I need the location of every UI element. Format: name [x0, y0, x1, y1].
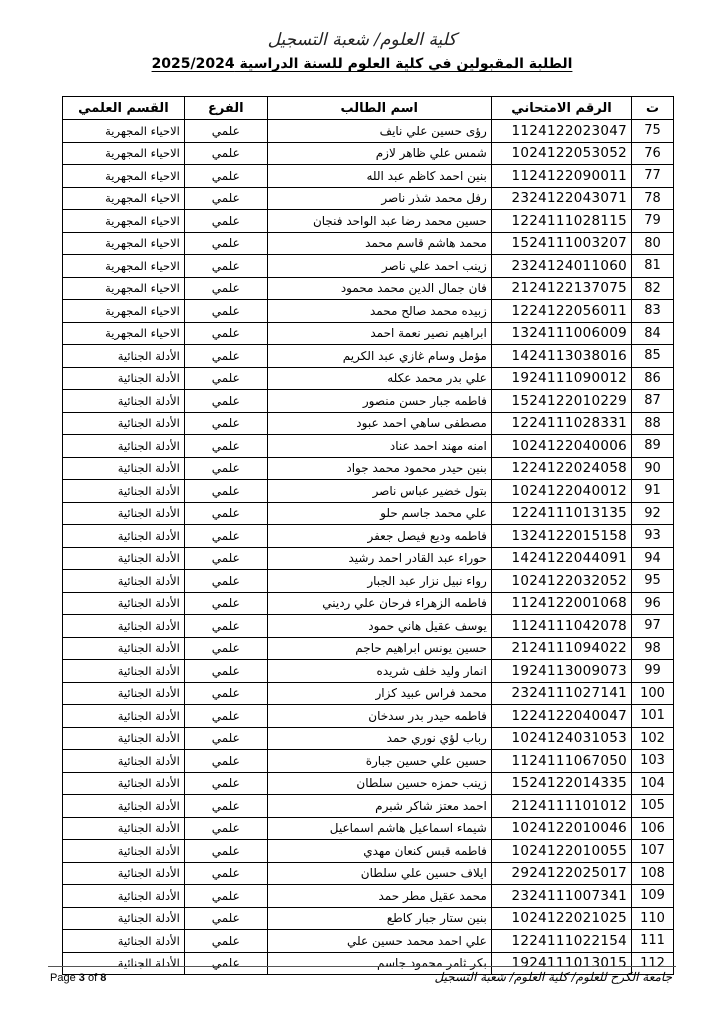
- cell-exam-number: 1224111022154: [491, 930, 631, 953]
- cell-number: 83: [632, 300, 674, 323]
- table-header-row: [63, 97, 674, 120]
- cell-exam-number: 1124122023047: [491, 120, 631, 143]
- cell-exam-number: 1924111013015: [491, 952, 631, 975]
- table-row: [63, 547, 674, 570]
- cell-exam-number: 1524122014335: [491, 772, 631, 795]
- cell-branch: علمي: [184, 255, 267, 278]
- cell-department: الأدلة الجنائية: [63, 727, 185, 750]
- column-header-exam-number: الرقم الامتحاني: [491, 97, 631, 120]
- cell-exam-number: 1024122040006: [491, 435, 631, 458]
- table-row: [63, 637, 674, 660]
- cell-exam-number: 1024122010046: [491, 817, 631, 840]
- cell-number: 110: [632, 907, 674, 930]
- cell-department: الأدلة الجنائية: [63, 817, 185, 840]
- cell-exam-number: 1224122024058: [491, 457, 631, 480]
- cell-branch: علمي: [184, 705, 267, 728]
- cell-department: الأدلة الجنائية: [63, 795, 185, 818]
- cell-department: الأدلة الجنائية: [63, 840, 185, 863]
- cell-department: الأدلة الجنائية: [63, 570, 185, 593]
- cell-department: الأدلة الجنائية: [63, 930, 185, 953]
- table-row: [63, 187, 674, 210]
- cell-student-name: احمد معتز شاكر شبرم: [267, 795, 491, 818]
- table-row: [63, 367, 674, 390]
- cell-student-name: فاطمه جبار حسن منصور: [267, 390, 491, 413]
- cell-branch: علمي: [184, 795, 267, 818]
- cell-department: الأدلة الجنائية: [63, 547, 185, 570]
- cell-department: الأدلة الجنائية: [63, 390, 185, 413]
- table-row: [63, 750, 674, 773]
- cell-department: الأدلة الجنائية: [63, 660, 185, 683]
- cell-exam-number: 1024122053052: [491, 142, 631, 165]
- cell-student-name: زينب احمد علي ناصر: [267, 255, 491, 278]
- cell-department: الأدلة الجنائية: [63, 750, 185, 773]
- cell-exam-number: 2924122025017: [491, 862, 631, 885]
- admitted-students-table: [62, 96, 674, 975]
- cell-student-name: حوراء عبد القادر احمد رشيد: [267, 547, 491, 570]
- table-row: [63, 390, 674, 413]
- cell-student-name: مصطفى ساهي احمد عبود: [267, 412, 491, 435]
- cell-number: 90: [632, 457, 674, 480]
- page-total: 8: [100, 972, 107, 984]
- cell-student-name: علي احمد محمد حسين علي: [267, 930, 491, 953]
- cell-branch: علمي: [184, 637, 267, 660]
- cell-branch: علمي: [184, 547, 267, 570]
- cell-number: 99: [632, 660, 674, 683]
- cell-branch: علمي: [184, 525, 267, 548]
- table-row: [63, 772, 674, 795]
- cell-department: الاحياء المجهرية: [63, 232, 185, 255]
- cell-student-name: بتول خضير عباس ناصر: [267, 480, 491, 503]
- table-row: [63, 277, 674, 300]
- cell-branch: علمي: [184, 817, 267, 840]
- cell-student-name: محمد هاشم قاسم محمد: [267, 232, 491, 255]
- cell-student-name: علي بدر محمد عكله: [267, 367, 491, 390]
- cell-student-name: شيماء اسماعيل هاشم اسماعيل: [267, 817, 491, 840]
- table-row: [63, 795, 674, 818]
- cell-student-name: محمد فراس عبيد كزار: [267, 682, 491, 705]
- cell-department: الأدلة الجنائية: [63, 705, 185, 728]
- cell-department: الأدلة الجنائية: [63, 480, 185, 503]
- cell-number: 82: [632, 277, 674, 300]
- cell-department: الأدلة الجنائية: [63, 862, 185, 885]
- cell-branch: علمي: [184, 367, 267, 390]
- cell-student-name: فاطمه وديع فيصل جعفر: [267, 525, 491, 548]
- cell-student-name: بنين احمد كاظم عبد الله: [267, 165, 491, 188]
- table-row: [63, 322, 674, 345]
- table-row: [63, 412, 674, 435]
- table-row: [63, 210, 674, 233]
- cell-number: 97: [632, 615, 674, 638]
- cell-exam-number: 1024122032052: [491, 570, 631, 593]
- cell-student-name: بكر ثامر محمود جاسم: [267, 952, 491, 975]
- cell-department: الأدلة الجنائية: [63, 367, 185, 390]
- cell-student-name: زبيده محمد صالح محمد: [267, 300, 491, 323]
- cell-number: 95: [632, 570, 674, 593]
- footer-institution: جامعة الكرخ للعلوم/ كلية العلوم/ شعبة التسجيل: [434, 970, 672, 984]
- table-row: [63, 727, 674, 750]
- cell-student-name: فاطمه حيدر بدر سدخان: [267, 705, 491, 728]
- cell-number: 106: [632, 817, 674, 840]
- cell-branch: علمي: [184, 862, 267, 885]
- cell-exam-number: 2124122137075: [491, 277, 631, 300]
- cell-number: 79: [632, 210, 674, 233]
- table-row: [63, 165, 674, 188]
- cell-number: 102: [632, 727, 674, 750]
- cell-number: 101: [632, 705, 674, 728]
- cell-number: 77: [632, 165, 674, 188]
- cell-exam-number: 1924113009073: [491, 660, 631, 683]
- cell-branch: علمي: [184, 300, 267, 323]
- cell-number: 81: [632, 255, 674, 278]
- table-row: [63, 615, 674, 638]
- cell-department: الاحياء المجهرية: [63, 120, 185, 143]
- cell-department: الاحياء المجهرية: [63, 142, 185, 165]
- cell-branch: علمي: [184, 457, 267, 480]
- cell-student-name: ابراهيم نصير نعمة احمد: [267, 322, 491, 345]
- cell-student-name: بنين حيدر محمود محمد جواد: [267, 457, 491, 480]
- cell-number: 107: [632, 840, 674, 863]
- cell-department: الأدلة الجنائية: [63, 412, 185, 435]
- cell-student-name: زينب حمزه حسين سلطان: [267, 772, 491, 795]
- cell-department: الاحياء المجهرية: [63, 300, 185, 323]
- cell-branch: علمي: [184, 210, 267, 233]
- cell-number: 100: [632, 682, 674, 705]
- footer-divider: [48, 966, 676, 967]
- cell-branch: علمي: [184, 682, 267, 705]
- cell-exam-number: 1424122044091: [491, 547, 631, 570]
- cell-department: الأدلة الجنائية: [63, 907, 185, 930]
- cell-department: الأدلة الجنائية: [63, 345, 185, 368]
- cell-branch: علمي: [184, 840, 267, 863]
- cell-number: 76: [632, 142, 674, 165]
- cell-exam-number: 2324111007341: [491, 885, 631, 908]
- cell-branch: علمي: [184, 750, 267, 773]
- cell-number: 86: [632, 367, 674, 390]
- cell-department: الأدلة الجنائية: [63, 615, 185, 638]
- cell-number: 75: [632, 120, 674, 143]
- cell-branch: علمي: [184, 120, 267, 143]
- cell-student-name: رباب لؤي نوري حمد: [267, 727, 491, 750]
- cell-number: 85: [632, 345, 674, 368]
- cell-exam-number: 1124122001068: [491, 592, 631, 615]
- page-of: of: [87, 972, 98, 984]
- cell-exam-number: 1424113038016: [491, 345, 631, 368]
- cell-branch: علمي: [184, 412, 267, 435]
- cell-student-name: حسين محمد رضا عبد الواحد فنجان: [267, 210, 491, 233]
- cell-exam-number: 1324122015158: [491, 525, 631, 548]
- table-row: [63, 660, 674, 683]
- column-header-student-name: اسم الطالب: [267, 97, 491, 120]
- cell-student-name: امنه مهند احمد عناد: [267, 435, 491, 458]
- cell-department: الأدلة الجنائية: [63, 952, 185, 975]
- cell-branch: علمي: [184, 907, 267, 930]
- table-row: [63, 862, 674, 885]
- cell-exam-number: 1124122090011: [491, 165, 631, 188]
- column-header-number: ت: [632, 97, 674, 120]
- cell-student-name: شمس علي ظاهر لازم: [267, 142, 491, 165]
- cell-number: 104: [632, 772, 674, 795]
- cell-student-name: رفل محمد شذر ناصر: [267, 187, 491, 210]
- cell-branch: علمي: [184, 660, 267, 683]
- cell-student-name: فاطمه الزهراء فرحان علي رديني: [267, 592, 491, 615]
- page-label: Page: [50, 972, 76, 984]
- table-row: [63, 705, 674, 728]
- cell-exam-number: 2324124011060: [491, 255, 631, 278]
- cell-number: 112: [632, 952, 674, 975]
- table-row: [63, 300, 674, 323]
- cell-branch: علمي: [184, 277, 267, 300]
- cell-number: 108: [632, 862, 674, 885]
- cell-exam-number: 1224111028115: [491, 210, 631, 233]
- table-row: [63, 592, 674, 615]
- column-header-branch: الفرع: [184, 97, 267, 120]
- table-row: [63, 907, 674, 930]
- cell-exam-number: 1024122040012: [491, 480, 631, 503]
- cell-exam-number: 1124111042078: [491, 615, 631, 638]
- cell-number: 89: [632, 435, 674, 458]
- cell-number: 96: [632, 592, 674, 615]
- cell-branch: علمي: [184, 345, 267, 368]
- cell-number: 84: [632, 322, 674, 345]
- page-title: الطلبة المقبولين في كلية العلوم للسنة الدراسية 2025/2024: [151, 56, 573, 72]
- table-row: [63, 120, 674, 143]
- cell-student-name: بنين ستار جبار كاطع: [267, 907, 491, 930]
- cell-branch: علمي: [184, 952, 267, 975]
- cell-department: الاحياء المجهرية: [63, 210, 185, 233]
- cell-department: الاحياء المجهرية: [63, 187, 185, 210]
- cell-department: الاحياء المجهرية: [63, 277, 185, 300]
- cell-exam-number: 1924111090012: [491, 367, 631, 390]
- cell-student-name: رواء نبيل نزار عبد الجبار: [267, 570, 491, 593]
- cell-number: 103: [632, 750, 674, 773]
- page-number: [50, 972, 106, 984]
- cell-exam-number: 1224111013135: [491, 502, 631, 525]
- cell-student-name: رؤى حسين علي نايف: [267, 120, 491, 143]
- cell-number: 111: [632, 930, 674, 953]
- cell-department: الأدلة الجنائية: [63, 457, 185, 480]
- cell-number: 109: [632, 885, 674, 908]
- cell-number: 80: [632, 232, 674, 255]
- cell-number: 78: [632, 187, 674, 210]
- table-row: [63, 142, 674, 165]
- cell-number: 98: [632, 637, 674, 660]
- cell-number: 87: [632, 390, 674, 413]
- cell-department: الأدلة الجنائية: [63, 592, 185, 615]
- cell-student-name: محمد عقيل مطر حمد: [267, 885, 491, 908]
- cell-branch: علمي: [184, 142, 267, 165]
- cell-branch: علمي: [184, 772, 267, 795]
- page-current: 3: [78, 972, 85, 984]
- column-header-department: القسم العلمي: [63, 97, 185, 120]
- cell-branch: علمي: [184, 232, 267, 255]
- cell-student-name: فان جمال الدين محمد محمود: [267, 277, 491, 300]
- cell-branch: علمي: [184, 322, 267, 345]
- cell-department: الأدلة الجنائية: [63, 885, 185, 908]
- cell-department: الأدلة الجنائية: [63, 525, 185, 548]
- cell-exam-number: 2324111027141: [491, 682, 631, 705]
- table-row: [63, 817, 674, 840]
- table-row: [63, 930, 674, 953]
- cell-branch: علمي: [184, 502, 267, 525]
- cell-branch: علمي: [184, 930, 267, 953]
- cell-branch: علمي: [184, 435, 267, 458]
- cell-department: الأدلة الجنائية: [63, 682, 185, 705]
- table-row: [63, 502, 674, 525]
- table-row: [63, 255, 674, 278]
- department-heading: كلية العلوم/ شعبة التسجيل: [267, 30, 457, 50]
- table-row: [63, 457, 674, 480]
- table-row: [63, 345, 674, 368]
- cell-exam-number: 1324111006009: [491, 322, 631, 345]
- cell-exam-number: 1024122021025: [491, 907, 631, 930]
- table-row: [63, 840, 674, 863]
- cell-exam-number: 1124111067050: [491, 750, 631, 773]
- cell-student-name: حسين علي حسين جبارة: [267, 750, 491, 773]
- cell-exam-number: 1224122056011: [491, 300, 631, 323]
- cell-exam-number: 1024122010055: [491, 840, 631, 863]
- cell-student-name: انمار وليد خلف شريده: [267, 660, 491, 683]
- table-row: [63, 525, 674, 548]
- cell-exam-number: 1224111028331: [491, 412, 631, 435]
- cell-number: 94: [632, 547, 674, 570]
- cell-department: الاحياء المجهرية: [63, 322, 185, 345]
- cell-department: الأدلة الجنائية: [63, 435, 185, 458]
- cell-exam-number: 1524111003207: [491, 232, 631, 255]
- cell-student-name: حسين يونس ابراهيم حاجم: [267, 637, 491, 660]
- page-header: [0, 30, 724, 72]
- table-row: [63, 885, 674, 908]
- cell-department: الأدلة الجنائية: [63, 637, 185, 660]
- cell-branch: علمي: [184, 187, 267, 210]
- table-row: [63, 480, 674, 503]
- cell-exam-number: 1224122040047: [491, 705, 631, 728]
- cell-exam-number: 2324122043071: [491, 187, 631, 210]
- table-row: [63, 682, 674, 705]
- cell-student-name: ايلاف حسين علي سلطان: [267, 862, 491, 885]
- cell-branch: علمي: [184, 592, 267, 615]
- table-row: [63, 232, 674, 255]
- cell-branch: علمي: [184, 885, 267, 908]
- cell-department: الاحياء المجهرية: [63, 255, 185, 278]
- cell-exam-number: 2124111094022: [491, 637, 631, 660]
- cell-student-name: فاطمه قبس كنعان مهدي: [267, 840, 491, 863]
- cell-number: 91: [632, 480, 674, 503]
- table-row: [63, 435, 674, 458]
- cell-department: الأدلة الجنائية: [63, 502, 185, 525]
- cell-department: الأدلة الجنائية: [63, 772, 185, 795]
- table-body: [63, 120, 674, 975]
- cell-number: 92: [632, 502, 674, 525]
- table-row: [63, 570, 674, 593]
- cell-branch: علمي: [184, 165, 267, 188]
- cell-branch: علمي: [184, 570, 267, 593]
- cell-number: 93: [632, 525, 674, 548]
- cell-number: 88: [632, 412, 674, 435]
- cell-student-name: علي محمد جاسم حلو: [267, 502, 491, 525]
- cell-department: الاحياء المجهرية: [63, 165, 185, 188]
- cell-branch: علمي: [184, 480, 267, 503]
- cell-student-name: يوسف عقيل هاني حمود: [267, 615, 491, 638]
- cell-exam-number: 2124111101012: [491, 795, 631, 818]
- cell-exam-number: 1024124031053: [491, 727, 631, 750]
- cell-branch: علمي: [184, 727, 267, 750]
- cell-number: 105: [632, 795, 674, 818]
- cell-exam-number: 1524122010229: [491, 390, 631, 413]
- cell-branch: علمي: [184, 615, 267, 638]
- cell-student-name: مؤمل وسام غازي عبد الكريم: [267, 345, 491, 368]
- cell-branch: علمي: [184, 390, 267, 413]
